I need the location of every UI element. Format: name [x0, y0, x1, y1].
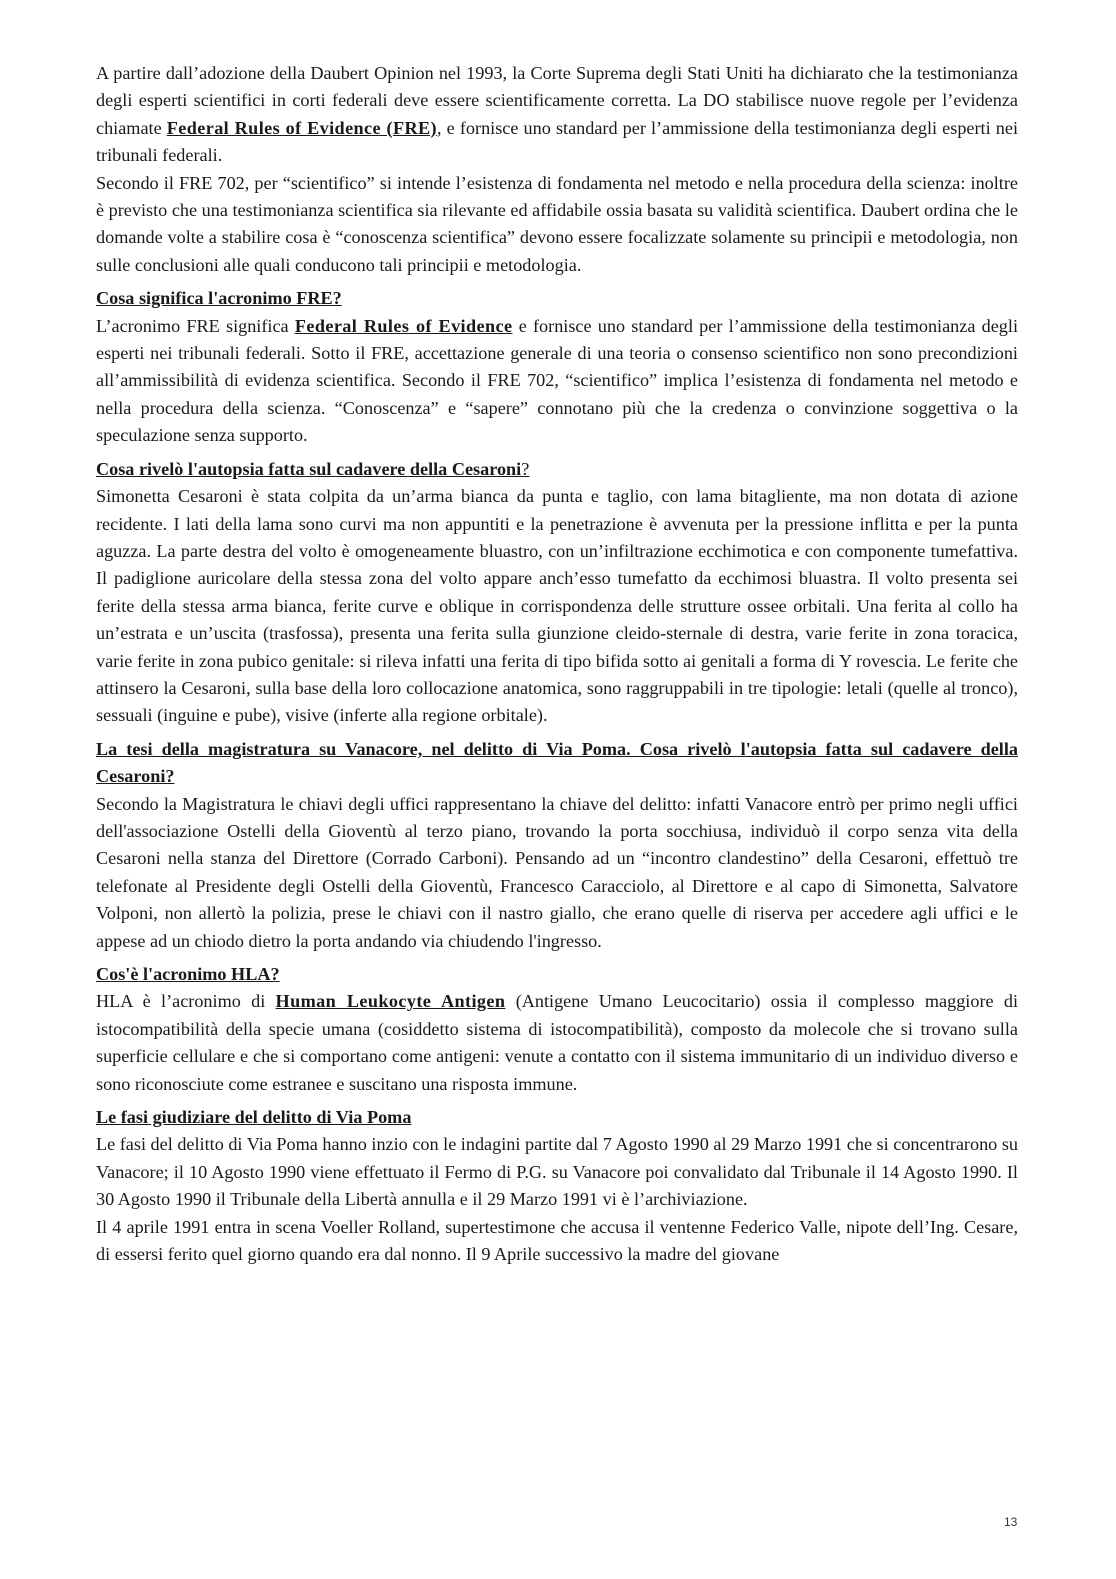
paragraph-fasi-1: Le fasi del delitto di Via Poma hanno inzio con le indagini partite dal 7 Agosto 1990 al 29 Marzo 1991 che si concentrarono su Vanacore; il 10 Agosto 1990 viene effettuato il Fermo di P.G. su Vanacore poi convalidato dal Tribunale il 14 Agosto 1990. Il 30 Agosto 1990 il Tribunale della Libertà annulla e il 29 Marzo 1991 vi è l’archiviazione.	[96, 1134, 1018, 1210]
heading-autopsy: Cosa rivelò l'autopsia fatta sul cadavere della Cesaroni?	[96, 458, 530, 479]
term-federal-rules: Federal Rules of Evidence	[294, 315, 513, 336]
paragraph-autopsy: Simonetta Cesaroni è stata colpita da un’arma bianca da punta e taglio, con lama bitagliente, ma non dotata di azione recidente. I lati della lama sono curvi ma non appuntiti e la penetrazione è avvenuta per la pressione inflitta e per la punta aguzza. La parte destra del volto è omogeneamente bluastro, con un’infiltrazione ecchimotica e con componente tumefattiva. Il padiglione auricolare della stessa zona del volto appare anch’esso tumefatto da ecchimosi bluastra. Il volto presenta sei ferite della stessa arma bianca, ferite curve e oblique in corrispondenza delle strutture ossee orbitali. Una ferita al collo ha un’estrata e un’uscita (trasfossa), presenta una ferita sulla giunzione cleido-sternale di destra, varie ferite in zona toracica, varie ferite in zona pubico genitale: si rileva infatti una ferita di tipo bifida sotto ai genitali a forma di Y rovescia. Le ferite che attinsero la Cesaroni, sulla base della loro collocazione anatomica, sono raggruppabili in tre tipologie: letali (quelle al tronco), sessuali (inguine e pube), visive (inferte alla regione orbitale).	[96, 486, 1018, 726]
term-fre: Federal Rules of Evidence (FRE)	[166, 117, 438, 138]
heading-fasi-giudiziarie: Le fasi giudiziare del delitto di Via Poma	[96, 1107, 412, 1128]
heading-magistratura: La tesi della magistratura su Vanacore, nel delitto di Via Poma. Cosa rivelò l'autopsia fatta sul cadavere della Cesaroni?	[96, 738, 1018, 787]
paragraph-fre-meaning: L’acronimo FRE significa Federal Rules of Evidence e fornisce uno standard per l’ammissione della testimonianza degli esperti nei tribunali federali. Sotto il FRE, accettazione generale di una teoria o consenso scientifico non sono precondizioni all’ammissibilità di evidenza scientifica. Secondo il FRE 702, “scientifico” implica l’esistenza di fondamenta nel metodo e nella procedura della scienza. “Conoscenza” e “sapere” connotano più che la credenza o convinzione soggettiva o la speculazione senza supporto.	[96, 315, 1019, 446]
paragraph-hla: HLA è l’acronimo di Human Leukocyte Antigen (Antigene Umano Leucocitario) ossia il complesso maggiore di istocompatibilità della specie umana (cosiddetto sistema di istocompatibilità), composto da molecole che si trovano sulla superficie cellulare e che si comportano come antigeni: venute a contatto con il sistema immunitario di un individuo diverso e sono riconosciute come estranee e suscitano una risposta immune.	[96, 991, 1019, 1094]
heading-fre-acronym: Cosa significa l'acronimo FRE?	[96, 288, 342, 309]
paragraph-magistratura: Secondo la Magistratura le chiavi degli uffici rappresentano la chiave del delitto: infatti Vanacore entrò per primo negli uffici dell'associazione Ostelli della Gioventù al terzo piano, trovando la porta socchiusa, individuò il corpo senza vita della Cesaroni nella stanza del Direttore (Corrado Carboni). Pensando ad un “incontro clandestino” della Cesaroni, effettuò tre telefonate al Presidente degli Ostelli della Gioventù, Francesco Caracciolo, al Direttore e al capo di Simonetta, Salvatore Volponi, non allertò la polizia, prese le chiavi con il nastro giallo, che erano quelle di riserva per accedere agli uffici e le appese ad un chiodo dietro la porta andando via chiudendo l'ingresso.	[96, 793, 1018, 951]
term-hla: Human Leukocyte Antigen	[275, 991, 506, 1012]
heading-hla: Cos'è l'acronimo HLA?	[96, 964, 280, 984]
paragraph-fasi-2: Il 4 aprile 1991 entra in scena Voeller Rolland, supertestimone che accusa il ventenne Federico Valle, nipote dell’Ing. Cesare, di essersi ferito quel giorno quando era dal nonno. Il 9 Aprile successivo la madre del giovane	[96, 1216, 1018, 1265]
page-number: 13	[1004, 1515, 1018, 1529]
paragraph-fre-702: Secondo il FRE 702, per “scientifico” si intende l’esistenza di fondamenta nel metodo e nella procedura della scienza: inoltre è previsto che una testimonianza scientifica sia rilevante ed affidabile ossia basata su validità scientifica. Daubert ordina che le domande volte a stabilire cosa è “conoscenza scientifica” devono essere focalizzate solamente su principii e metodologia, non sulle conclusioni alle quali conducono tali principii e metodologia.	[96, 172, 1018, 275]
paragraph-daubert: A partire dall’adozione della Daubert Opinion nel 1993, la Corte Suprema degli Stati Uniti ha dichiarato che la testimonianza degli esperti scientifici in corti federali deve essere scientificamente corretta. La DO stabilisce nuove regole per l’evidenza chiamate Federal Rules of Evidence (FRE), e fornisce uno standard per l’ammissione della testimonianza degli esperti nei tribunali federali.	[96, 63, 1018, 166]
document-body	[96, 60, 1018, 1268]
